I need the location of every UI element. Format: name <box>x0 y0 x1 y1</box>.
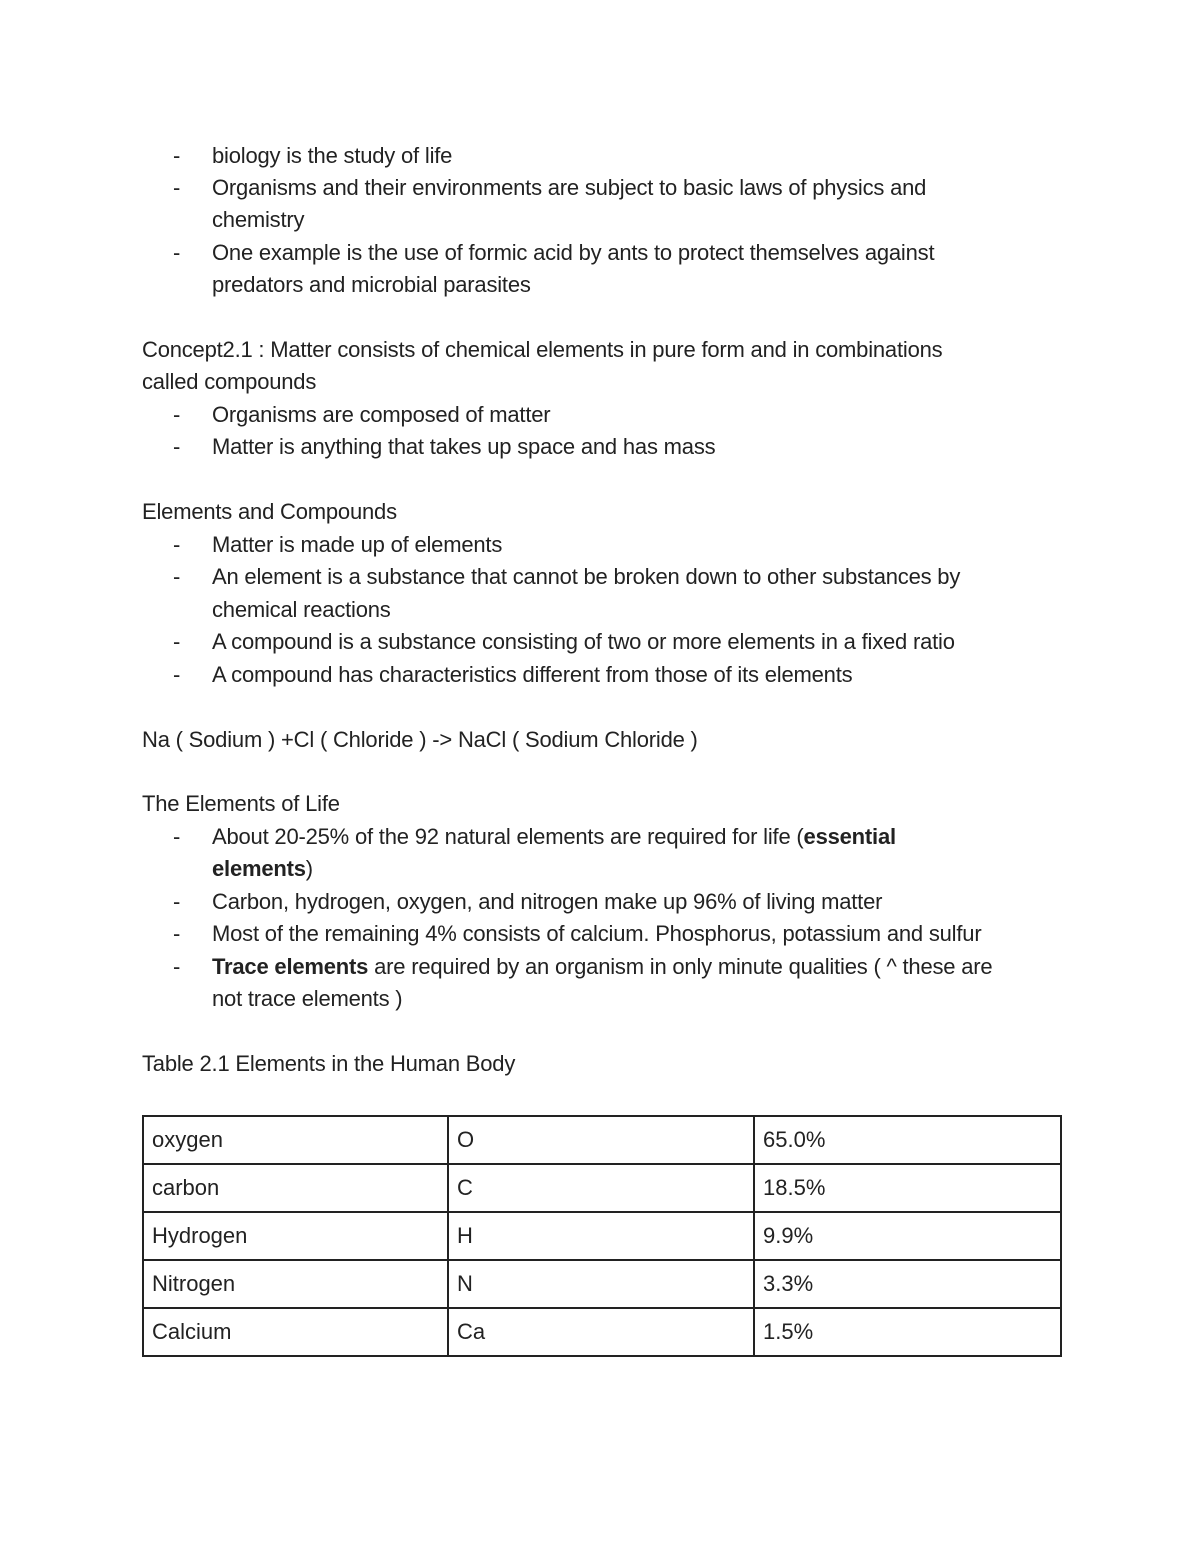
bullet-dash: - <box>173 564 181 589</box>
bullet-text-plain: About 20-25% of the 92 natural elements are required for life ( <box>212 824 804 849</box>
bullet-dash: - <box>173 954 181 979</box>
element-symbol-cell: N <box>448 1260 754 1308</box>
elements-table <box>142 1115 1062 1357</box>
bullet-text: Organisms are composed of matter <box>212 402 551 427</box>
table-row <box>143 1212 1061 1260</box>
element-name-cell: Calcium <box>143 1308 448 1356</box>
table-caption: Table 2.1 Elements in the Human Body <box>142 1051 516 1076</box>
bullet-dash: - <box>173 240 181 265</box>
element-name-cell: Nitrogen <box>143 1260 448 1308</box>
bullet-text: A compound is a substance consisting of two or more elements in a fixed ratio <box>212 629 955 654</box>
chemical-equation: Na ( Sodium ) +Cl ( Chloride ) -> NaCl ( Sodium Chloride ) <box>142 727 698 752</box>
section-heading-continued: called compounds <box>142 369 317 394</box>
element-name-cell: carbon <box>143 1164 448 1212</box>
bold-term: Trace elements <box>212 954 369 979</box>
bullet-text-continued: chemical reactions <box>212 597 391 622</box>
bullet-dash: - <box>173 629 181 654</box>
section-heading: The Elements of Life <box>142 791 340 816</box>
bullet-text: Most of the remaining 4% consists of calcium. Phosphorus, potassium and sulfur <box>212 921 982 946</box>
bullet-dash: - <box>173 143 181 168</box>
table-row <box>143 1164 1061 1212</box>
bullet-text-continued: predators and microbial parasites <box>212 272 531 297</box>
bullet-text-plain: are required by an organism in only minute qualities ( ^ these are <box>368 954 993 979</box>
bullet-dash: - <box>173 921 181 946</box>
element-name-cell: oxygen <box>143 1116 448 1164</box>
bullet-dash: - <box>173 662 181 687</box>
bullet-text: Carbon, hydrogen, oxygen, and nitrogen make up 96% of living matter <box>212 889 883 914</box>
table-row <box>143 1308 1061 1356</box>
bullet-text: An element is a substance that cannot be broken down to other substances by <box>212 564 961 589</box>
element-symbol-cell: C <box>448 1164 754 1212</box>
element-symbol-cell: O <box>448 1116 754 1164</box>
bullet-text: Organisms and their environments are subject to basic laws of physics and <box>212 175 927 200</box>
bullet-dash: - <box>173 889 181 914</box>
bullet-text-continued: chemistry <box>212 207 305 232</box>
bold-term: essential <box>803 824 896 849</box>
section-heading: Elements and Compounds <box>142 499 397 524</box>
bullet-text <box>212 951 992 983</box>
bullet-text: One example is the use of formic acid by ants to protect themselves against <box>212 240 935 265</box>
bullet-text-plain: ) <box>305 856 313 881</box>
bold-term: elements <box>212 856 306 881</box>
table-row <box>143 1116 1061 1164</box>
element-percent-cell: 1.5% <box>754 1308 1061 1356</box>
element-percent-cell: 18.5% <box>754 1164 1061 1212</box>
table-row <box>143 1260 1061 1308</box>
element-percent-cell: 9.9% <box>754 1212 1061 1260</box>
bullet-text: Matter is made up of elements <box>212 532 503 557</box>
bullet-dash: - <box>173 532 181 557</box>
element-symbol-cell: Ca <box>448 1308 754 1356</box>
element-percent-cell: 3.3% <box>754 1260 1061 1308</box>
bullet-text-continued <box>212 853 313 885</box>
element-symbol-cell: H <box>448 1212 754 1260</box>
element-percent-cell: 65.0% <box>754 1116 1061 1164</box>
bullet-dash: - <box>173 175 181 200</box>
bullet-dash: - <box>173 434 181 459</box>
bullet-text: A compound has characteristics different from those of its elements <box>212 662 853 687</box>
bullet-text-continued: not trace elements ) <box>212 986 403 1011</box>
element-name-cell: Hydrogen <box>143 1212 448 1260</box>
bullet-text: Matter is anything that takes up space and has mass <box>212 434 716 459</box>
section-heading: Concept2.1 : Matter consists of chemical elements in pure form and in combinations <box>142 337 943 362</box>
bullet-dash: - <box>173 402 181 427</box>
bullet-text: biology is the study of life <box>212 143 453 168</box>
bullet-dash: - <box>173 824 181 849</box>
bullet-text <box>212 821 896 853</box>
